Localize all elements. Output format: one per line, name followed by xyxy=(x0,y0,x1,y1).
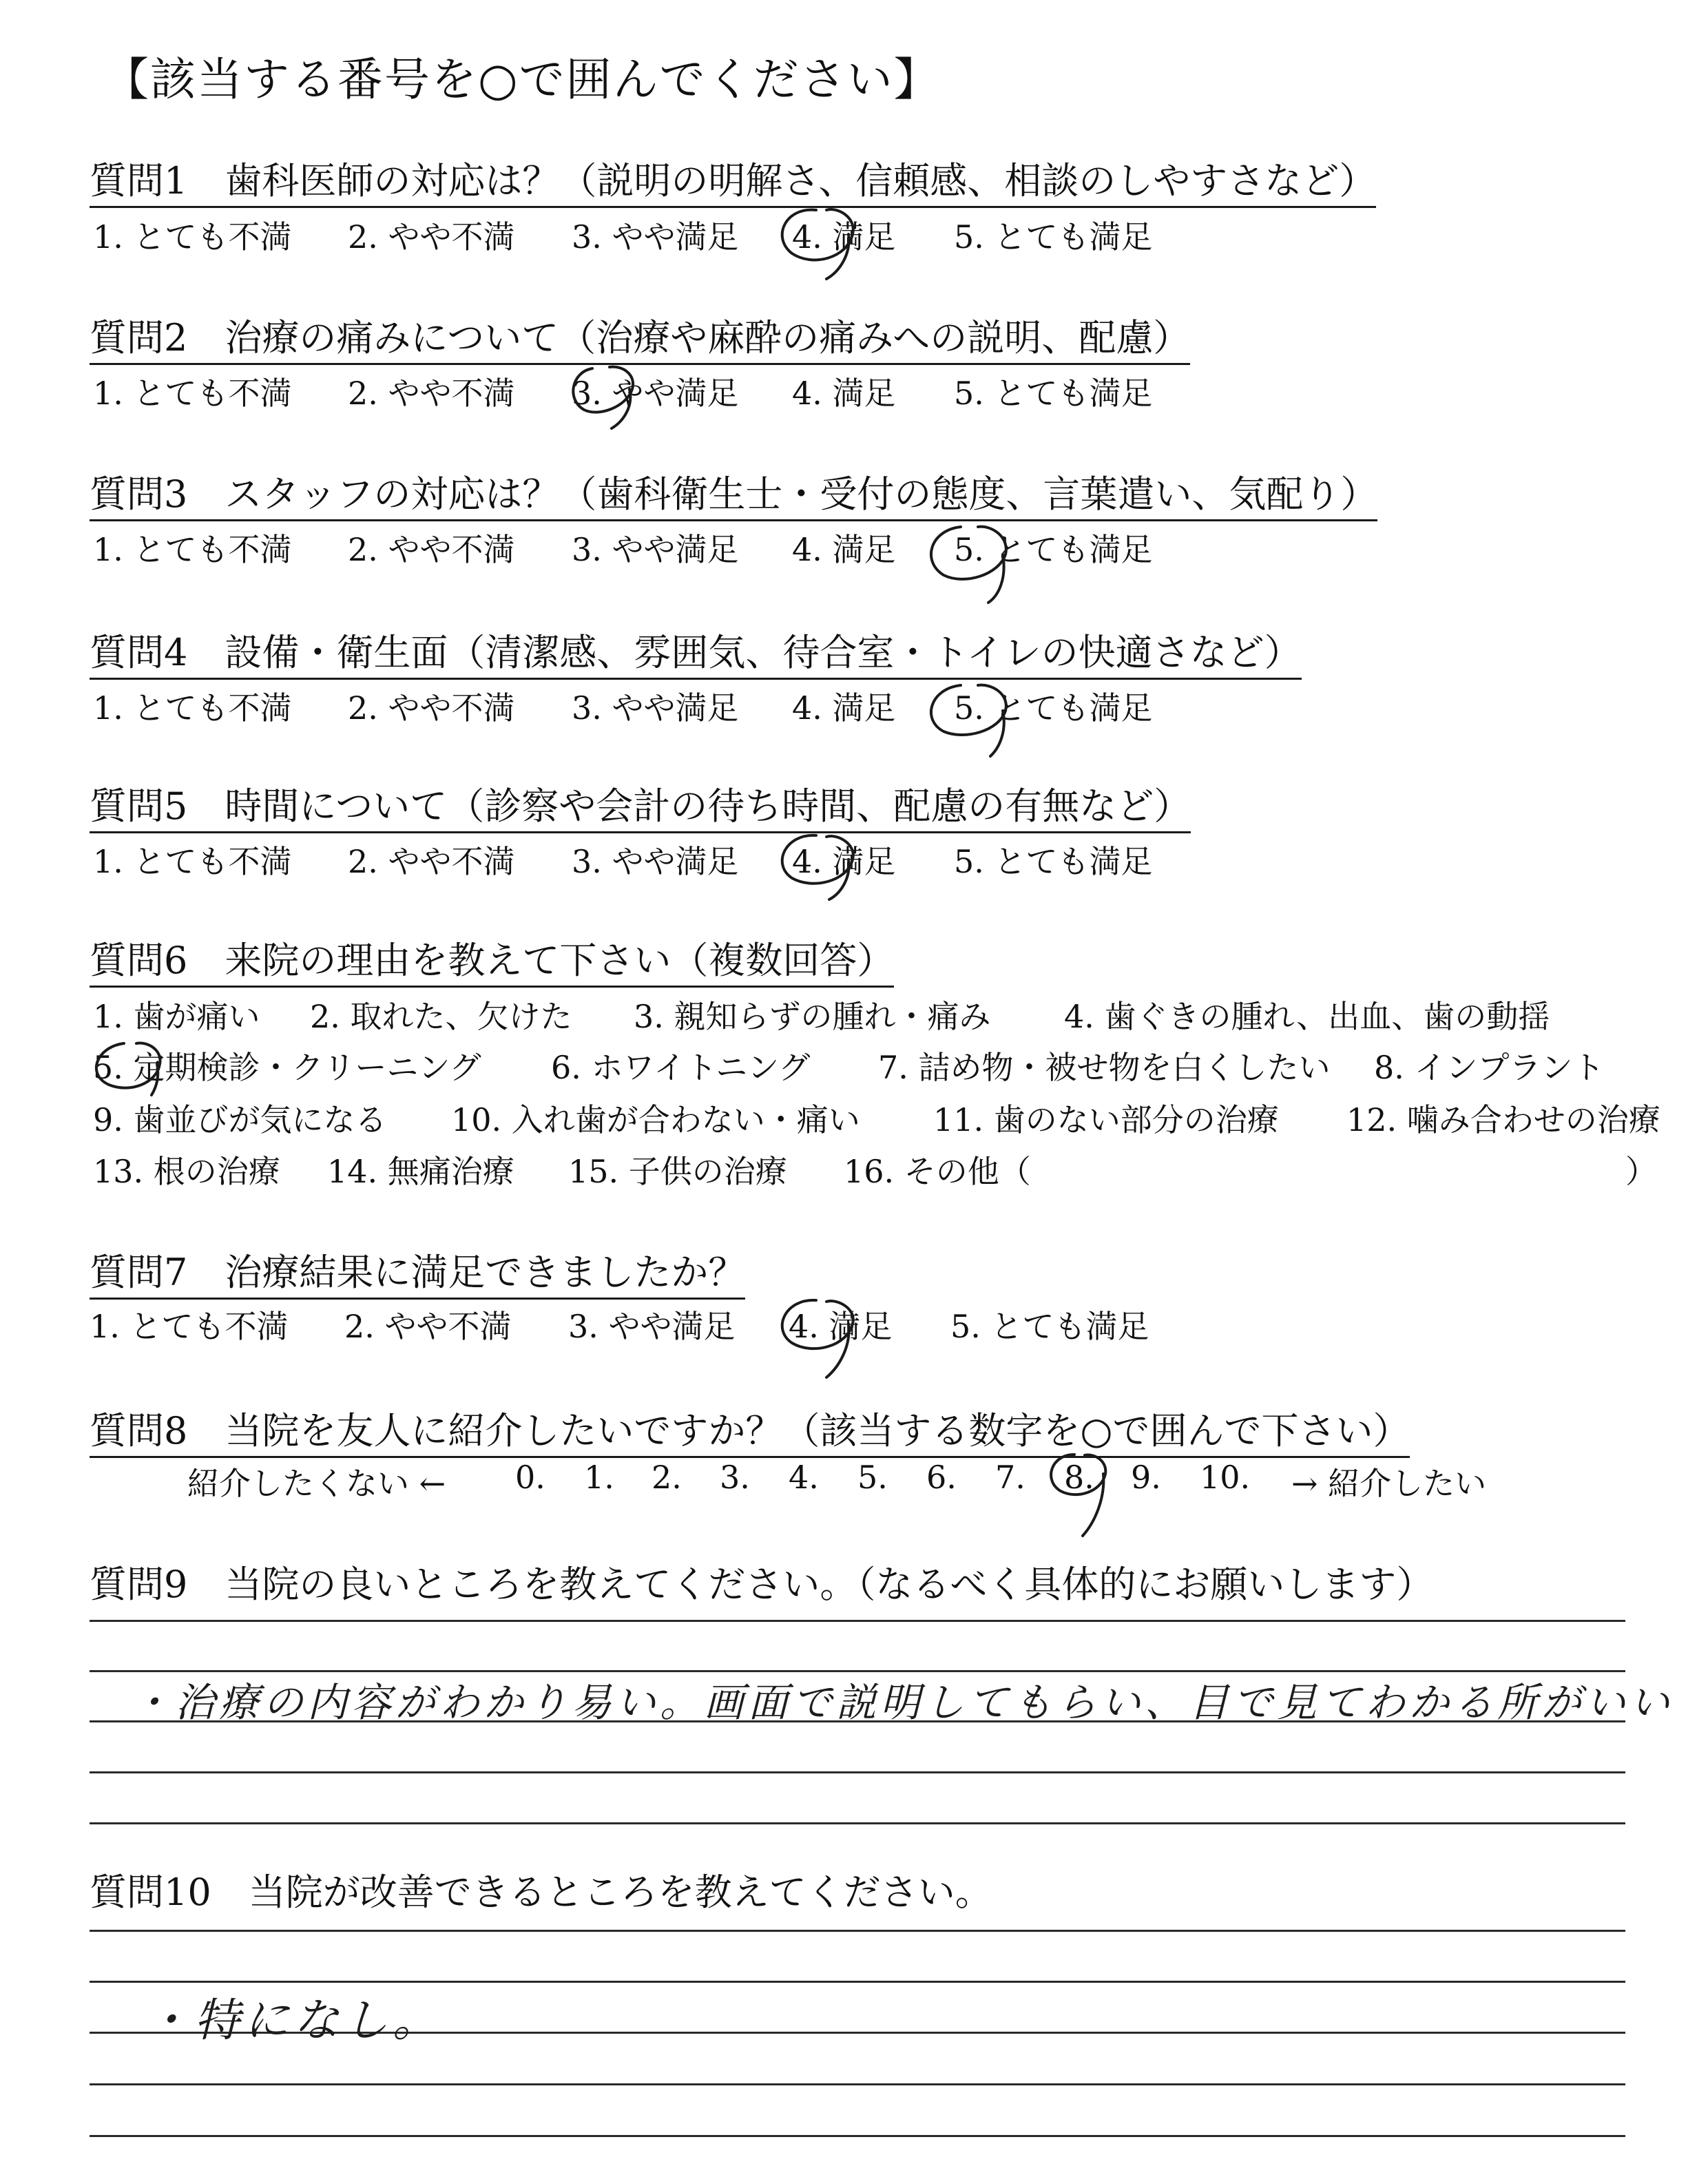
q7-option-5[interactable]: 5. とても満足 xyxy=(950,1308,1149,1345)
q6-option-4[interactable]: 4. 歯ぐきの腫れ、出血、歯の動揺 xyxy=(1064,998,1550,1035)
q5-option-3[interactable]: 3. やや満足 xyxy=(572,843,739,880)
q7-option-2[interactable]: 2. やや不満 xyxy=(344,1308,512,1345)
q1-circle-mark xyxy=(782,209,853,279)
q8-scale-2[interactable]: 2. xyxy=(652,1459,682,1496)
q6-option-3[interactable]: 3. 親知らずの腫れ・痛み xyxy=(634,998,991,1035)
q2-option-3[interactable]: 3. やや満足 xyxy=(572,375,739,412)
q5-option-4[interactable]: 4. 満足 xyxy=(792,843,896,880)
q8-scale-3[interactable]: 3. xyxy=(720,1459,750,1496)
q5-option-5[interactable]: 5. とても満足 xyxy=(954,843,1153,880)
q8-scale-7[interactable]: 7. xyxy=(995,1459,1025,1496)
q9-handwritten-answer[interactable]: ・治療の内容がわかり易い。画面で説明してもらい、目で見てわかる所がいい xyxy=(131,1679,1674,1726)
q4-option-4[interactable]: 4. 満足 xyxy=(792,689,896,727)
q1-option-1[interactable]: 1. とても不満 xyxy=(93,218,292,256)
q8-scale-right-label: → 紹介したい xyxy=(1291,1465,1487,1502)
q10-handwritten-answer[interactable]: ・特になし。 xyxy=(145,1994,442,2047)
q8-scale-6[interactable]: 6. xyxy=(926,1459,957,1496)
q5-option-1[interactable]: 1. とても不満 xyxy=(93,843,292,880)
q8-scale-9[interactable]: 9. xyxy=(1131,1459,1161,1496)
q7-circle-mark xyxy=(782,1300,853,1377)
question-7-title: 質問7 治療結果に満足できましたか？ xyxy=(90,1243,745,1300)
question-6-title: 質問6 来院の理由を教えて下さい（複数回答） xyxy=(90,931,894,988)
question-9-title: 質問9 当院の良いところを教えてください。（なるべく具体的にお願いします） xyxy=(90,1563,1434,1606)
question-1-title: 質問1 歯科医師の対応は？（説明の明解さ、信頼感、相談のしやすさなど） xyxy=(90,152,1376,208)
q6-option-14[interactable]: 14. 無痛治療 xyxy=(327,1153,514,1190)
q6-option-16[interactable]: 16. その他（ xyxy=(844,1153,1031,1190)
question-8-title: 質問8 当院を友人に紹介したいですか？（該当する数字を○で囲んで下さい） xyxy=(90,1402,1410,1458)
q6-option-12[interactable]: 12. 噛み合わせの治療 xyxy=(1346,1101,1660,1138)
q6-option-15[interactable]: 15. 子供の治療 xyxy=(568,1153,787,1190)
q4-option-2[interactable]: 2. やや不満 xyxy=(348,689,515,727)
q5-option-2[interactable]: 2. やや不満 xyxy=(348,843,515,880)
q6-option-2[interactable]: 2. 取れた、欠けた xyxy=(310,998,572,1035)
q4-option-3[interactable]: 3. やや満足 xyxy=(572,689,739,727)
q8-scale-8[interactable]: 8. xyxy=(1064,1459,1094,1496)
q2-circle-mark xyxy=(573,367,633,428)
q6-other-close-paren: ） xyxy=(1625,1153,1657,1190)
q6-option-1[interactable]: 1. 歯が痛い xyxy=(93,998,260,1035)
q3-option-3[interactable]: 3. やや満足 xyxy=(572,531,739,568)
q3-option-4[interactable]: 4. 満足 xyxy=(792,531,896,568)
question-3-title: 質問3 スタッフの対応は？（歯科衛生士・受付の態度、言葉遣い、気配り） xyxy=(90,465,1377,521)
q6-option-8[interactable]: 8. インプラント xyxy=(1374,1049,1605,1086)
q5-circle-mark xyxy=(782,835,853,899)
q6-option-7[interactable]: 7. 詰め物・被せ物を白くしたい xyxy=(878,1049,1331,1086)
q2-option-4[interactable]: 4. 満足 xyxy=(792,375,896,412)
q8-scale-10[interactable]: 10. xyxy=(1200,1459,1251,1496)
q3-option-2[interactable]: 2. やや不満 xyxy=(348,531,515,568)
page-heading: 【該当する番号を○で囲んでください】 xyxy=(103,53,941,106)
q1-option-3[interactable]: 3. やや満足 xyxy=(572,218,739,256)
q8-scale-1[interactable]: 1. xyxy=(584,1459,614,1496)
q2-option-2[interactable]: 2. やや不満 xyxy=(348,375,515,412)
q4-option-1[interactable]: 1. とても不満 xyxy=(93,689,292,727)
q6-circle-mark xyxy=(96,1043,160,1095)
q2-option-1[interactable]: 1. とても不満 xyxy=(93,375,292,412)
q8-scale-0[interactable]: 0. xyxy=(515,1459,545,1496)
q7-option-4[interactable]: 4. 満足 xyxy=(789,1308,893,1345)
question-2-title: 質問2 治療の痛みについて（治療や麻酔の痛みへの説明、配慮） xyxy=(90,309,1190,365)
q1-option-5[interactable]: 5. とても満足 xyxy=(954,218,1153,256)
q4-circle-mark xyxy=(931,685,1006,756)
q6-option-10[interactable]: 10. 入れ歯が合わない・痛い xyxy=(451,1101,860,1138)
q6-option-9[interactable]: 9. 歯並びが気になる xyxy=(93,1101,387,1138)
q1-option-2[interactable]: 2. やや不満 xyxy=(348,218,515,256)
question-5-title: 質問5 時間について（診察や会計の待ち時間、配慮の有無など） xyxy=(90,777,1191,833)
q6-option-6[interactable]: 6. ホワイトニング xyxy=(551,1049,811,1086)
q8-circle-mark xyxy=(1051,1455,1105,1536)
q8-scale-left-label: 紹介したくない ← xyxy=(187,1465,446,1502)
q3-circle-mark xyxy=(931,527,1006,603)
q8-scale-4[interactable]: 4. xyxy=(789,1459,819,1496)
question-4-title: 質問4 設備・衛生面（清潔感、雰囲気、待合室・トイレの快適さなど） xyxy=(90,623,1302,680)
q6-option-5[interactable]: 5. 定期検診・クリーニング xyxy=(93,1049,481,1086)
q7-option-3[interactable]: 3. やや満足 xyxy=(568,1308,736,1345)
q4-option-5[interactable]: 5. とても満足 xyxy=(954,689,1153,727)
q6-option-13[interactable]: 13. 根の治療 xyxy=(93,1153,280,1190)
q3-option-5[interactable]: 5. とても満足 xyxy=(954,531,1153,568)
q3-option-1[interactable]: 1. とても不満 xyxy=(93,531,292,568)
q2-option-5[interactable]: 5. とても満足 xyxy=(954,375,1153,412)
q1-option-4[interactable]: 4. 満足 xyxy=(792,218,896,256)
q7-option-1[interactable]: 1. とても不満 xyxy=(90,1308,289,1345)
q6-option-11[interactable]: 11. 歯のない部分の治療 xyxy=(933,1101,1279,1138)
question-10-title: 質問10 当院が改善できるところを教えてください。 xyxy=(90,1871,992,1914)
q8-scale-5[interactable]: 5. xyxy=(857,1459,888,1496)
